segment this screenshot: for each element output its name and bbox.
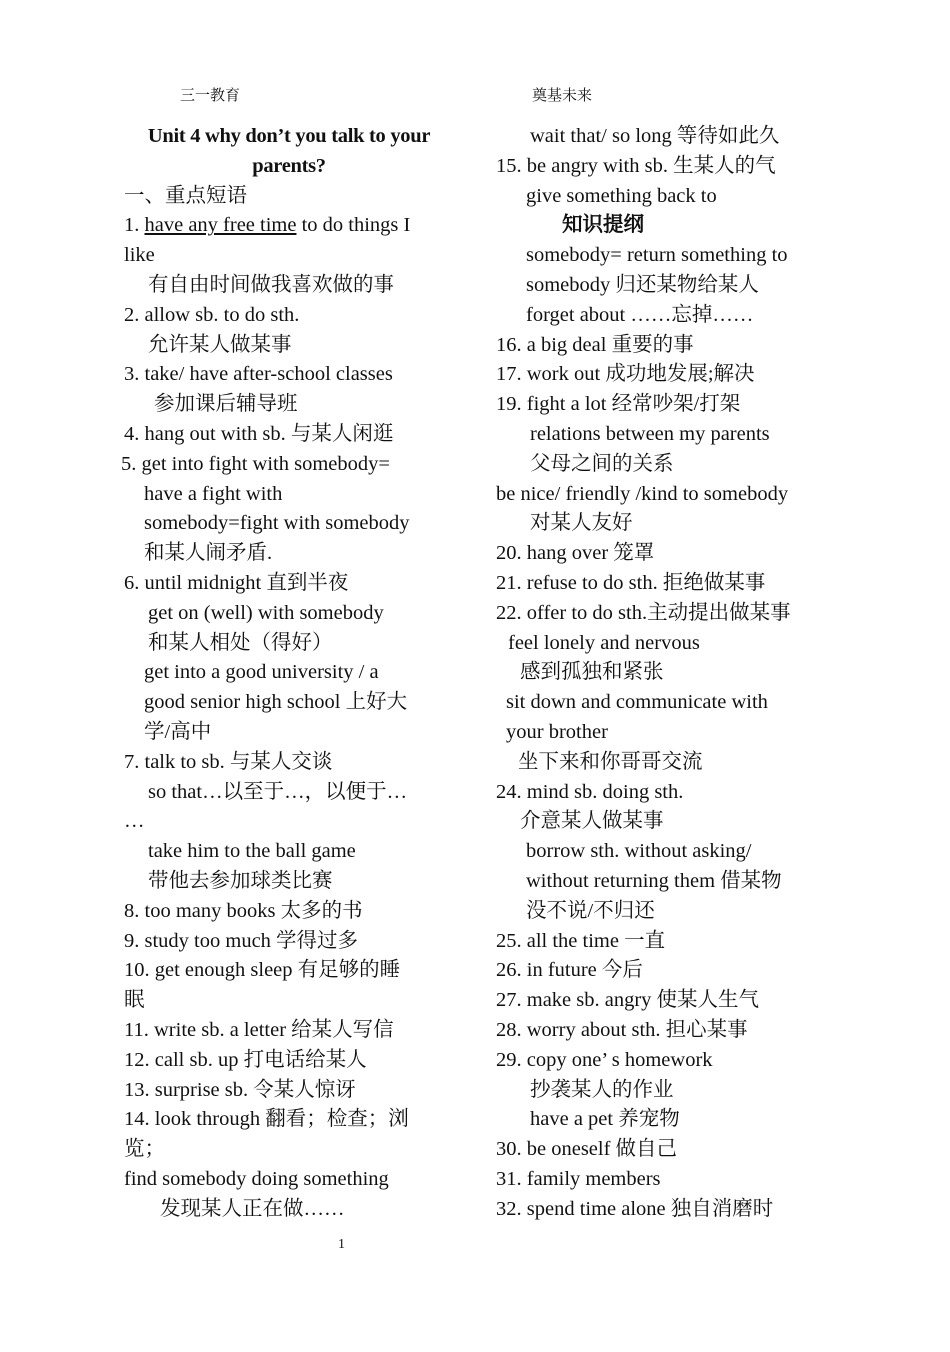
right-column-line: your brother	[506, 720, 608, 743]
header-left: 三一教育	[180, 88, 241, 104]
right-column-line: 19. fight a lot 经常吵架/打架	[496, 393, 741, 416]
left-column-line: good senior high school 上好大	[144, 691, 408, 714]
right-column-line: feel lonely and nervous	[508, 631, 700, 654]
left-column-line: 5. get into fight with somebody=	[121, 452, 390, 475]
right-column-line: 24. mind sb. doing sth.	[496, 780, 684, 803]
left-column-line: 12. call sb. up 打电话给某人	[124, 1048, 367, 1071]
right-column-line: sit down and communicate with	[506, 691, 768, 714]
left-column-line: parents?	[252, 154, 326, 177]
left-column-line: 6. until midnight 直到半夜	[124, 571, 349, 594]
left-column-line: 9. study too much 学得过多	[124, 929, 359, 952]
right-column-line: 30. be oneself 做自己	[496, 1138, 678, 1161]
left-column-line: have a fight with	[144, 482, 283, 505]
left-column-line: 11. write sb. a letter 给某人写信	[124, 1018, 394, 1041]
right-column-line: have a pet 养宠物	[530, 1108, 680, 1131]
left-column-line: 眠	[124, 989, 145, 1012]
left-column-line: find somebody doing something	[124, 1167, 389, 1190]
right-column-line: 没不说/不归还	[526, 899, 655, 922]
right-column-line: somebody= return something to	[526, 244, 788, 267]
right-column-line: 16. a big deal 重要的事	[496, 333, 694, 356]
underlined-phrase: have any free time	[144, 214, 297, 237]
left-column-line: get into a good university / a	[144, 661, 379, 684]
right-column-line: 父母之间的关系	[530, 452, 674, 475]
right-column-line: 22. offer to do sth.主动提出做某事	[496, 601, 791, 624]
right-column-line: 介意某人做某事	[520, 810, 664, 833]
left-column-line: 一、重点短语	[124, 184, 247, 207]
right-column-line: 21. refuse to do sth. 拒绝做某事	[496, 571, 766, 594]
left-column-line: 10. get enough sleep 有足够的睡	[124, 959, 401, 982]
right-column-line: forget about ……忘掉……	[526, 303, 754, 326]
left-column-line: take him to the ball game	[148, 840, 356, 863]
right-column-line: 15. be angry with sb. 生某人的气	[496, 154, 776, 177]
left-column-line: 允许某人做某事	[148, 333, 292, 356]
right-column-line: relations between my parents	[530, 422, 770, 445]
right-column-line: wait that/ so long 等待如此久	[530, 125, 780, 147]
left-column-line: like	[124, 244, 155, 267]
right-column-line: 32. spend time alone 独自消磨时	[496, 1197, 774, 1220]
left-column-line: …	[124, 810, 145, 833]
left-column-line: 发现某人正在做……	[160, 1197, 345, 1220]
left-column-line: 1. have any free time to do things I	[124, 214, 411, 237]
left-column-line: get on (well) with somebody	[148, 601, 384, 624]
left-column-line: Unit 4 why don’t you talk to your	[147, 125, 431, 147]
right-column-line: give something back to	[526, 184, 717, 207]
left-column-line: 4. hang out with sb. 与某人闲逛	[124, 422, 394, 445]
right-column-line: 27. make sb. angry 使某人生气	[496, 989, 760, 1012]
left-column	[121, 122, 464, 1224]
right-column-line: 28. worry about sth. 担心某事	[496, 1018, 748, 1041]
left-column-line: 8. too many books 太多的书	[124, 899, 363, 922]
right-column-line: 知识提纲	[562, 214, 644, 237]
right-column-line: 对某人友好	[530, 512, 633, 535]
left-column-line: somebody=fight with somebody	[144, 512, 410, 535]
page-number: 1	[338, 1237, 345, 1252]
left-column-line: 学/高中	[144, 720, 212, 743]
left-column-line: 参加课后辅导班	[154, 393, 298, 416]
right-column-line: 29. copy one’ s homework	[496, 1048, 713, 1071]
right-column-line: 26. in future 今后	[496, 959, 643, 982]
right-column-line: 31. family members	[496, 1167, 661, 1190]
left-column-line: 3. take/ have after-school classes	[124, 363, 393, 386]
left-column-line: 览；	[124, 1138, 165, 1161]
left-column-line: 带他去参加球类比赛	[148, 869, 333, 892]
left-column-line: 有自由时间做我喜欢做的事	[148, 273, 394, 296]
left-column-line: 和某人闹矛盾.	[144, 542, 273, 565]
right-column-line: 17. work out 成功地发展;解决	[496, 363, 755, 386]
header-right: 奠基未来	[532, 88, 593, 104]
right-column-line: somebody 归还某物给某人	[526, 273, 759, 296]
right-column-line: be nice/ friendly /kind to somebody	[496, 482, 789, 505]
right-column-line: borrow sth. without asking/	[526, 840, 752, 863]
right-column-line: 坐下来和你哥哥交流	[518, 750, 703, 773]
right-column-line: 感到孤独和紧张	[520, 661, 664, 684]
right-column-line: 抄袭某人的作业	[530, 1078, 674, 1101]
right-column-line: without returning them 借某物	[526, 869, 782, 892]
right-column-line: 20. hang over 笼罩	[496, 542, 655, 565]
left-column-line: so that…以至于…，以便于…	[148, 780, 408, 803]
left-column-line: 和某人相处（得好）	[148, 631, 333, 654]
left-column-line: 14. look through 翻看；检查；浏	[124, 1108, 409, 1131]
right-column	[496, 122, 856, 1224]
left-column-line: 7. talk to sb. 与某人交谈	[124, 750, 333, 773]
left-column-line: 13. surprise sb. 令某人惊讶	[124, 1078, 356, 1101]
right-column-line: 25. all the time 一直	[496, 929, 666, 952]
left-column-line: 2. allow sb. to do sth.	[124, 303, 300, 326]
